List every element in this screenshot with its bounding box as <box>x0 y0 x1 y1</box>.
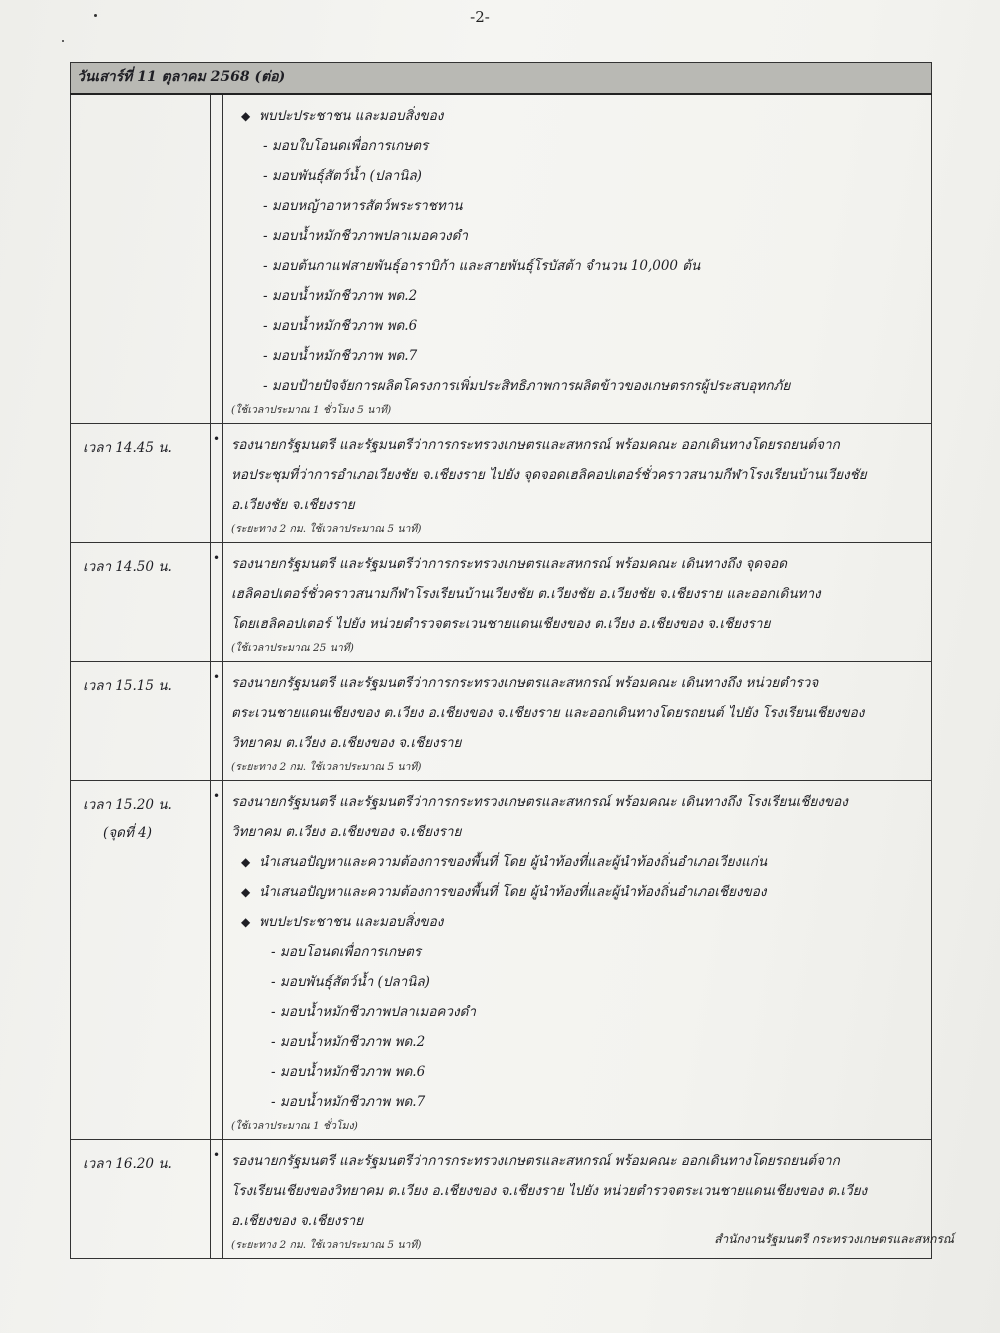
duration-note: (ใช้เวลาประมาณ 1 ชั่วโมง 5 นาที) <box>231 404 392 416</box>
duration-note: (ใช้เวลาประมาณ 25 นาที) <box>231 642 354 654</box>
schedule-row <box>71 424 932 543</box>
sub-item: - มอบป้ายปัจจัยการผลิตโครงการเพิ่มประสิทธิภาพการผลิตข้าวของเกษตรกรผู้ประสบอุทกภัย <box>263 378 791 394</box>
point-label: (จุดที่ 4) <box>103 825 152 841</box>
bullet-line <box>231 877 923 907</box>
activity-line: อ.เชียงของ จ.เชียงราย <box>231 1213 364 1229</box>
sub-item: - มอบน้ำหมักชีวภาพ พด.2 <box>271 1034 426 1050</box>
time-cell <box>71 1140 211 1259</box>
schedule-row <box>71 662 932 781</box>
schedule-row <box>71 94 932 424</box>
activity-line: ตระเวนชายแดนเชียงของ ต.เวียง อ.เชียงของ จ.เชียงราย และออกเดินทางโดยรถยนต์ ไปยัง โรงเรียนเชียงของ <box>231 705 865 721</box>
activity-line: หอประชุมที่ว่าการอำเภอเวียงชัย จ.เชียงราย ไปยัง จุดจอดเฮลิคอปเตอร์ชั่วคราวสนามกีฬาโรงเรียนบ้านเวียงชัย <box>231 467 867 483</box>
bullet-text: นำเสนอปัญหาและความต้องการของพื้นที่ โดย ผู้นำท้องที่และผู้นำท้องถิ่นอำเภอเชียงของ <box>259 884 767 900</box>
time-cell <box>71 543 211 662</box>
time-cell-empty <box>71 94 211 424</box>
sub-item: - มอบน้ำหมักชีวภาพปลาเมอควงดำ <box>263 228 468 244</box>
diamond-bullet-icon: ◆ <box>241 855 251 869</box>
schedule-table <box>70 62 932 1259</box>
activity-cell <box>223 94 932 424</box>
time-cell <box>71 781 211 1140</box>
duration-note: (ใช้เวลาประมาณ 1 ชั่วโมง) <box>231 1120 358 1132</box>
duration-note: (ระยะทาง 2 กม. ใช้เวลาประมาณ 5 นาที) <box>231 1239 422 1251</box>
activity-line: วิทยาคม ต.เวียง อ.เชียงของ จ.เชียงราย <box>231 824 462 840</box>
sub-item: - มอบโอนดเพื่อการเกษตร <box>271 944 422 960</box>
bullet-text: พบปะประชาชน และมอบสิ่งของ <box>259 108 444 124</box>
activity-line: รองนายกรัฐมนตรี และรัฐมนตรีว่าการกระทรวงเกษตรและสหกรณ์ พร้อมคณะ เดินทางถึง หน่วยตำรวจ <box>231 675 819 691</box>
time-label: เวลา 15.15 น. <box>83 678 172 694</box>
scan-speck <box>94 14 97 17</box>
diamond-bullet-icon: ◆ <box>241 915 251 929</box>
day-header-row <box>71 63 932 95</box>
activity-line: รองนายกรัฐมนตรี และรัฐมนตรีว่าการกระทรวงเกษตรและสหกรณ์ พร้อมคณะ ออกเดินทางโดยรถยนต์จาก <box>231 1153 840 1169</box>
activity-cell <box>223 662 932 781</box>
sub-item: - มอบพันธุ์สัตว์น้ำ (ปลานิล) <box>263 168 422 184</box>
sub-item: - มอบหญ้าอาหารสัตว์พระราชทาน <box>263 198 463 214</box>
activity-cell <box>223 424 932 543</box>
activity-line: เฮลิคอปเตอร์ชั่วคราวสนามกีฬาโรงเรียนบ้านเวียงชัย ต.เวียงชัย อ.เวียงชัย จ.เชียงราย และออกเดินทาง <box>231 586 821 602</box>
time-cell <box>71 424 211 543</box>
bullet-text: พบปะประชาชน และมอบสิ่งของ <box>259 914 444 930</box>
bullet-line <box>231 907 923 937</box>
row-bullet-icon: • <box>211 543 223 662</box>
bullet-line <box>231 847 923 877</box>
activity-cell <box>223 543 932 662</box>
activity-line: อ.เวียงชัย จ.เชียงราย <box>231 497 355 513</box>
sub-item: - มอบน้ำหมักชีวภาพ พด.7 <box>263 348 418 364</box>
day-header: วันเสาร์ที่ 11 ตุลาคม 2568 (ต่อ) <box>71 63 932 95</box>
row-bullet-icon: • <box>211 424 223 543</box>
row-bullet-icon: • <box>211 662 223 781</box>
sub-item: - มอบน้ำหมักชีวภาพ พด.2 <box>263 288 418 304</box>
schedule-row <box>71 781 932 1140</box>
row-bullet-icon: • <box>211 1140 223 1259</box>
sub-item: - มอบน้ำหมักชีวภาพปลาเมอควงดำ <box>271 1004 476 1020</box>
sub-item: - มอบต้นกาแฟสายพันธุ์อาราบิก้า และสายพันธุ์โรบัสต้า จำนวน 10,000 ต้น <box>263 258 701 274</box>
footer-office: สำนักงานรัฐมนตรี กระทรวงเกษตรและสหกรณ์ <box>714 1232 954 1246</box>
time-label: เวลา 14.50 น. <box>83 559 172 575</box>
row-bullet-icon: • <box>211 781 223 1140</box>
schedule-row <box>71 543 932 662</box>
diamond-bullet-icon: ◆ <box>241 885 251 899</box>
duration-note: (ระยะทาง 2 กม. ใช้เวลาประมาณ 5 นาที) <box>231 523 422 535</box>
time-cell <box>71 662 211 781</box>
sub-item: - มอบน้ำหมักชีวภาพ พด.6 <box>263 318 418 334</box>
duration-note: (ระยะทาง 2 กม. ใช้เวลาประมาณ 5 นาที) <box>231 761 422 773</box>
sub-item: - มอบน้ำหมักชีวภาพ พด.7 <box>271 1094 426 1110</box>
time-label: เวลา 14.45 น. <box>83 440 172 456</box>
scan-speck <box>62 40 64 42</box>
sub-item: - มอบใบโอนดเพื่อการเกษตร <box>263 138 429 154</box>
activity-line: วิทยาคม ต.เวียง อ.เชียงของ จ.เชียงราย <box>231 735 462 751</box>
sub-item: - มอบพันธุ์สัตว์น้ำ (ปลานิล) <box>271 974 430 990</box>
activity-line: โดยเฮลิคอปเตอร์ ไปยัง หน่วยตำรวจตระเวนชายแดนเชียงของ ต.เวียง อ.เชียงของ จ.เชียงราย <box>231 616 771 632</box>
time-label: เวลา 16.20 น. <box>83 1156 172 1172</box>
bullet-line <box>231 101 923 131</box>
activity-line: รองนายกรัฐมนตรี และรัฐมนตรีว่าการกระทรวงเกษตรและสหกรณ์ พร้อมคณะ เดินทางถึง จุดจอด <box>231 556 787 572</box>
activity-line: โรงเรียนเชียงของวิทยาคม ต.เวียง อ.เชียงของ จ.เชียงราย ไปยัง หน่วยตำรวจตระเวนชายแดนเชียงของ ต.เวียง <box>231 1183 868 1199</box>
activity-line: รองนายกรัฐมนตรี และรัฐมนตรีว่าการกระทรวงเกษตรและสหกรณ์ พร้อมคณะ เดินทางถึง โรงเรียนเชียงของ <box>231 794 848 810</box>
diamond-bullet-icon: ◆ <box>241 109 251 123</box>
sub-item: - มอบน้ำหมักชีวภาพ พด.6 <box>271 1064 426 1080</box>
bullet-text: นำเสนอปัญหาและความต้องการของพื้นที่ โดย ผู้นำท้องที่และผู้นำท้องถิ่นอำเภอเวียงแก่น <box>259 854 768 870</box>
page-number: -2- <box>470 8 490 26</box>
mark-cell-empty <box>211 94 223 424</box>
time-label: เวลา 15.20 น. <box>83 797 172 813</box>
activity-cell <box>223 781 932 1140</box>
activity-line: รองนายกรัฐมนตรี และรัฐมนตรีว่าการกระทรวงเกษตรและสหกรณ์ พร้อมคณะ ออกเดินทางโดยรถยนต์จาก <box>231 437 840 453</box>
